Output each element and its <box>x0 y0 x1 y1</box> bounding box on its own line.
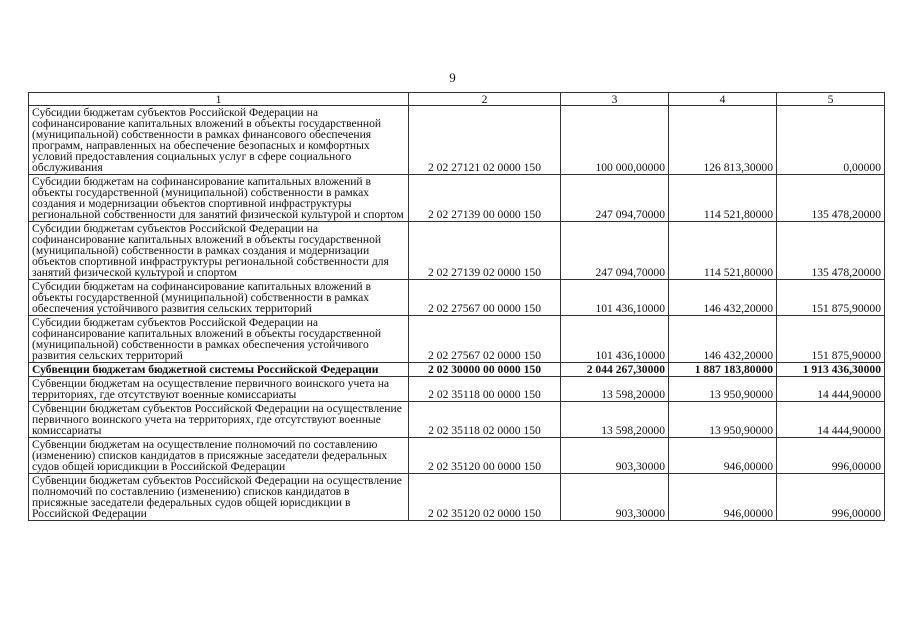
value-cell-col4: 946,00000 <box>669 438 777 474</box>
table-row <box>29 280 885 316</box>
value-cell-col5: 151 875,90000 <box>777 316 885 363</box>
description-cell: Субсидии бюджетам субъектов Российской Федерации на софинансирование капитальных вложений в объекты государственной (муниципальной) собственности в рамках финансового обеспечения программ, направленных на обеспечение безопасных и комфортных условий предоставления социальных услуг в сфере социального обслуживания <box>29 106 409 175</box>
table-row <box>29 402 885 438</box>
table-row <box>29 106 885 175</box>
code-cell: 2 02 30000 00 0000 150 <box>409 363 561 377</box>
value-cell-col3: 13 598,20000 <box>561 402 669 438</box>
code-cell: 2 02 27121 02 0000 150 <box>409 106 561 175</box>
code-cell: 2 02 27139 00 0000 150 <box>409 175 561 222</box>
value-cell-col5: 0,00000 <box>777 106 885 175</box>
table-row <box>29 377 885 402</box>
value-cell-col4: 146 432,20000 <box>669 280 777 316</box>
value-cell-col4: 146 432,20000 <box>669 316 777 363</box>
value-cell-col3: 247 094,70000 <box>561 175 669 222</box>
value-cell-col5: 996,00000 <box>777 474 885 521</box>
column-header: 5 <box>777 93 885 106</box>
code-cell: 2 02 35120 00 0000 150 <box>409 438 561 474</box>
table-row <box>29 363 885 377</box>
table-row <box>29 175 885 222</box>
column-header: 2 <box>409 93 561 106</box>
table-row <box>29 222 885 280</box>
table-header-row <box>29 93 885 106</box>
description-cell: Субсидии бюджетам субъектов Российской Федерации на софинансирование капитальных вложений в объекты государственной (муниципальной) собственности в рамках обеспечения устойчивого развития сельских территорий <box>29 316 409 363</box>
column-header: 1 <box>29 93 409 106</box>
description-cell: Субвенции бюджетам на осуществление полномочий по составлению (изменению) списков кандидатов в присяжные заседатели федеральных судов общей юрисдикции в Российской Федерации <box>29 438 409 474</box>
column-header: 4 <box>669 93 777 106</box>
description-cell: Субсидии бюджетам субъектов Российской Федерации на софинансирование капитальных вложений в объекты государственной (муниципальной) собственности в рамках создания и модернизации объектов спортивной инфраструктуры региональной собственности для занятий физической культурой и спортом <box>29 222 409 280</box>
table-row <box>29 316 885 363</box>
code-cell: 2 02 35118 00 0000 150 <box>409 377 561 402</box>
value-cell-col3: 13 598,20000 <box>561 377 669 402</box>
code-cell: 2 02 35120 02 0000 150 <box>409 474 561 521</box>
value-cell-col3: 903,30000 <box>561 438 669 474</box>
value-cell-col3: 101 436,10000 <box>561 280 669 316</box>
description-cell: Субсидии бюджетам на софинансирование капитальных вложений в объекты государственной (муниципальной) собственности в рамках создания и модернизации объектов спортивной инфраструктуры региональной собственности для занятий физической культурой и спортом <box>29 175 409 222</box>
table-row <box>29 438 885 474</box>
value-cell-col5: 996,00000 <box>777 438 885 474</box>
description-cell: Субвенции бюджетам субъектов Российской Федерации на осуществление первичного воинского учета на территориях, где отсутствуют военные комиссариаты <box>29 402 409 438</box>
code-cell: 2 02 27567 00 0000 150 <box>409 280 561 316</box>
value-cell-col3: 247 094,70000 <box>561 222 669 280</box>
value-cell-col5: 151 875,90000 <box>777 280 885 316</box>
table-row <box>29 474 885 521</box>
value-cell-col4: 946,00000 <box>669 474 777 521</box>
budget-revenue-table <box>28 92 885 521</box>
value-cell-col5: 14 444,90000 <box>777 377 885 402</box>
value-cell-col4: 13 950,90000 <box>669 377 777 402</box>
value-cell-col5: 14 444,90000 <box>777 402 885 438</box>
value-cell-col3: 903,30000 <box>561 474 669 521</box>
value-cell-col4: 114 521,80000 <box>669 175 777 222</box>
code-cell: 2 02 27567 02 0000 150 <box>409 316 561 363</box>
description-cell: Субвенции бюджетам субъектов Российской Федерации на осуществление полномочий по составлению (изменению) списков кандидатов в присяжные заседатели федеральных судов общей юрисдикции в Российской Федерации <box>29 474 409 521</box>
value-cell-col4: 126 813,30000 <box>669 106 777 175</box>
value-cell-col5: 135 478,20000 <box>777 175 885 222</box>
value-cell-col5: 135 478,20000 <box>777 222 885 280</box>
code-cell: 2 02 27139 02 0000 150 <box>409 222 561 280</box>
value-cell-col3: 2 044 267,30000 <box>561 363 669 377</box>
page-number: 9 <box>449 70 456 85</box>
description-cell: Субсидии бюджетам на софинансирование капитальных вложений в объекты государственной (муниципальной) собственности в рамках обеспечения устойчивого развития сельских территорий <box>29 280 409 316</box>
value-cell-col4: 1 887 183,80000 <box>669 363 777 377</box>
value-cell-col4: 114 521,80000 <box>669 222 777 280</box>
description-cell: Субвенции бюджетам на осуществление первичного воинского учета на территориях, где отсутствуют военные комиссариаты <box>29 377 409 402</box>
value-cell-col4: 13 950,90000 <box>669 402 777 438</box>
code-cell: 2 02 35118 02 0000 150 <box>409 402 561 438</box>
description-cell: Субвенции бюджетам бюджетной системы Российской Федерации <box>29 363 409 377</box>
value-cell-col3: 101 436,10000 <box>561 316 669 363</box>
value-cell-col5: 1 913 436,30000 <box>777 363 885 377</box>
column-header: 3 <box>561 93 669 106</box>
value-cell-col3: 100 000,00000 <box>561 106 669 175</box>
